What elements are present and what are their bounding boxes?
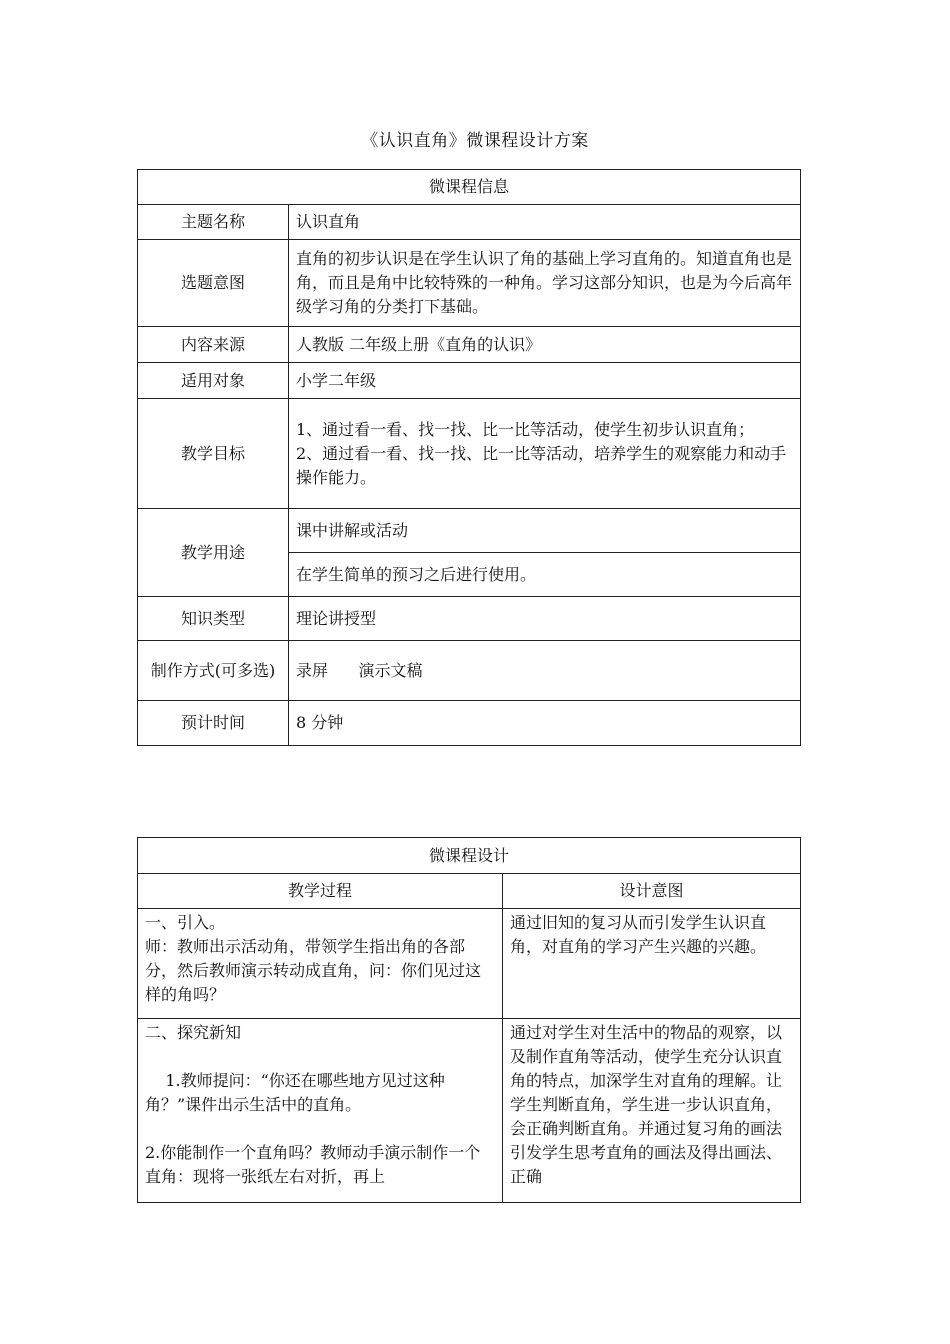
info-row-goals — [138, 399, 801, 509]
info-row-topic — [138, 205, 801, 240]
info-row-duration — [138, 701, 801, 746]
info-header-row — [138, 170, 801, 205]
label-goals: 教学目标 — [138, 399, 289, 509]
intent-explore — [503, 1019, 801, 1203]
intent-explore-text: 通过对学生对生活中的物品的观察，以及制作直角等活动，使学生充分认识直角的特点，加深学生对直角的理解。让学生判断直角，学生进一步认识直角，会正确判断直角。并通过复习角的画法引发学生思考直角的画法及得出画法、正确 — [510, 1023, 783, 1186]
label-audience: 适用对象 — [138, 363, 289, 399]
value-usage-2: 在学生简单的预习之后进行使用。 — [289, 553, 801, 597]
value-intent: 直角的初步认识是在学生认识了角的基础上学习直角的。知道直角也是角，而且是角中比较特殊的一种角。学习这部分知识，也是为今后高年级学习角的分类打下基础。 — [289, 240, 801, 327]
label-topic: 主题名称 — [138, 205, 289, 240]
info-row-usage-a — [138, 509, 801, 553]
process-explore-text: 二、探究新知 1.教师提问：“你还在哪些地方见过这种角？”课件出示生活中的直角。 2.你能制作一个直角吗？教师动手演示制作一个直角：现将一张纸左右对折，再上 — [145, 1023, 481, 1186]
label-production: 制作方式(可多选) — [138, 641, 289, 701]
value-audience: 小学二年级 — [289, 363, 801, 399]
value-source: 人教版 二年级上册《直角的认识》 — [289, 327, 801, 363]
process-intro-text: 一、引入。 师：教师出示活动角，带领学生指出角的各部分，然后教师演示转动成直角，问：你们见过这样的角吗？ — [145, 913, 482, 1004]
process-intro — [138, 909, 503, 1019]
intent-intro — [503, 909, 801, 1019]
label-duration: 预计时间 — [138, 701, 289, 746]
info-row-intent — [138, 240, 801, 327]
label-intent: 选题意图 — [138, 240, 289, 327]
value-duration: 8 分钟 — [289, 701, 801, 746]
document-title: 《认识直角》微课程设计方案 — [361, 131, 589, 151]
course-info-table — [137, 169, 801, 746]
intent-intro-text: 通过旧知的复习从而引发学生认识直角，对直角的学习产生兴趣的兴趣。 — [510, 913, 767, 956]
label-source: 内容来源 — [138, 327, 289, 363]
design-row-explore — [138, 1019, 801, 1203]
goals-text: 1、通过看一看、找一找、比一比等活动，使学生初步认识直角； 2、通过看一看、找一找、比一比等活动，培养学生的观察能力和动手操作能力。 — [296, 419, 787, 487]
value-goals — [289, 399, 801, 509]
column-intent: 设计意图 — [503, 874, 801, 909]
info-table-header: 微课程信息 — [138, 170, 801, 205]
production-text: 录屏 演示文稿 — [296, 660, 423, 680]
value-production — [289, 641, 801, 701]
design-table-header: 微课程设计 — [138, 838, 801, 874]
info-row-production — [138, 641, 801, 701]
design-header-row — [138, 838, 801, 874]
process-explore — [138, 1019, 503, 1203]
label-knowledge-type: 知识类型 — [138, 597, 289, 641]
design-row-intro — [138, 909, 801, 1019]
info-row-knowledge-type — [138, 597, 801, 641]
column-process: 教学过程 — [138, 874, 503, 909]
course-design-table — [137, 837, 801, 1203]
value-topic: 认识直角 — [289, 205, 801, 240]
label-usage: 教学用途 — [138, 509, 289, 597]
info-row-source — [138, 327, 801, 363]
design-column-row — [138, 874, 801, 909]
value-usage-1: 课中讲解或活动 — [289, 509, 801, 553]
info-row-audience — [138, 363, 801, 399]
value-knowledge-type: 理论讲授型 — [289, 597, 801, 641]
